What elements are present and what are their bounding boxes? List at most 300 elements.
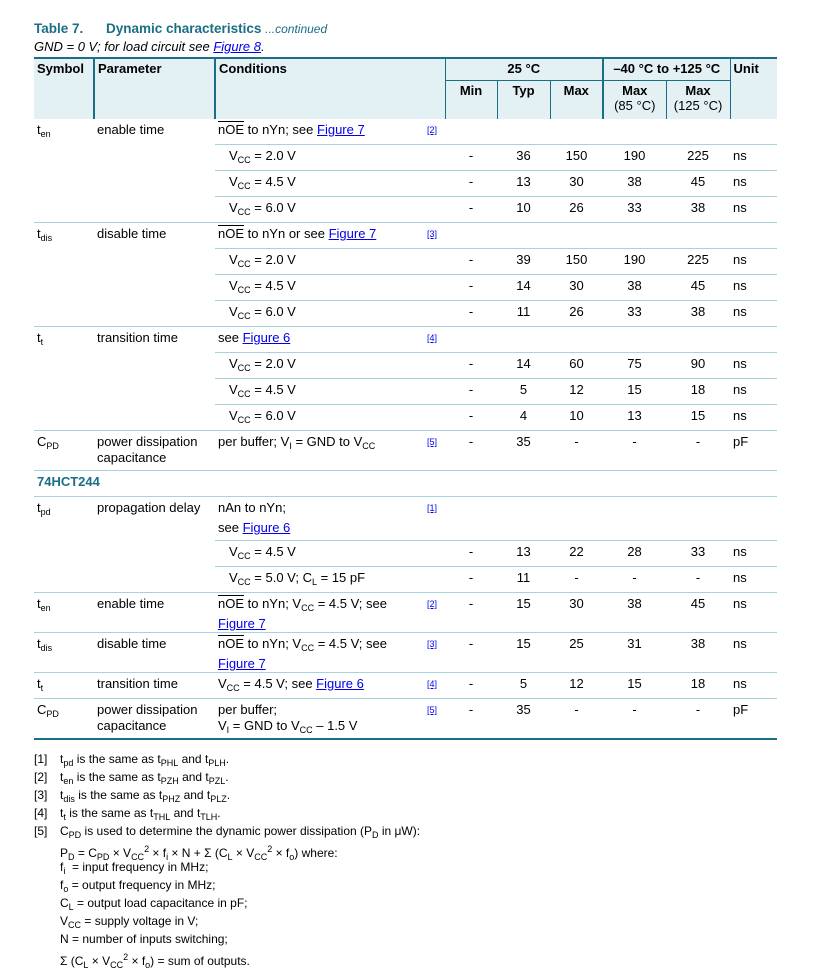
parameter-cell: transition time <box>94 673 215 699</box>
cond-l2a: V <box>218 718 227 733</box>
figure-7-link[interactable]: Figure 7 <box>218 616 266 631</box>
vcc-sub: CC <box>237 285 251 295</box>
figure-6-link[interactable]: Figure 6 <box>242 520 291 535</box>
max-cell: - <box>550 431 603 471</box>
typ-cell: 35 <box>497 431 550 471</box>
header-max: Max <box>550 81 603 119</box>
note-key: [4] <box>34 806 48 820</box>
table-row <box>34 223 777 249</box>
note-text <box>60 768 229 786</box>
continued-label: ...continued <box>265 22 328 36</box>
min-cell: - <box>445 699 497 740</box>
max125-cell: 33 <box>666 541 730 567</box>
symbol: t <box>37 122 41 137</box>
s: PHZ <box>162 794 181 804</box>
cl-value: = 15 pF <box>317 570 366 585</box>
max125-cell: 45 <box>666 171 730 197</box>
max85-cell: 33 <box>603 197 666 223</box>
max85-cell: - <box>603 567 666 593</box>
table-row <box>34 699 777 740</box>
symbol-cell <box>34 673 94 699</box>
cond-text: to nYn; see <box>244 122 318 137</box>
parameter-cell: enable time <box>97 122 165 137</box>
vcc-sub: CC <box>237 311 251 321</box>
table-title-text: Dynamic characteristics <box>106 21 262 36</box>
cond-text-2: = 4.5 V; see <box>314 596 387 611</box>
ref-cell <box>424 405 445 431</box>
vcc-value: = 4.5 V <box>250 174 296 189</box>
cond-l2c: – 1.5 V <box>312 718 358 733</box>
cond-sub: CC <box>226 683 240 693</box>
max85-cell: 75 <box>603 353 666 379</box>
vcc-value: = 4.5 V <box>250 544 296 559</box>
note-text <box>60 750 229 768</box>
vcc-sub: CC <box>237 551 251 561</box>
section-row <box>34 471 777 497</box>
vcc-text: = supply voltage in V; <box>84 914 199 928</box>
table-row <box>34 593 777 633</box>
vcc-label: V <box>229 304 238 319</box>
s: PHL <box>160 758 179 768</box>
max-cell: 60 <box>550 353 603 379</box>
figure-7-link[interactable]: Figure 7 <box>317 122 365 137</box>
ref-cell <box>424 379 445 405</box>
vcc-label: V <box>229 200 238 215</box>
header-max125-temp: (125 °C) <box>673 98 723 114</box>
footnote-1-link[interactable]: [1] <box>427 503 438 513</box>
s: TLH <box>200 812 218 822</box>
typ-cell: 4 <box>497 405 550 431</box>
header-unit: Unit <box>730 58 777 119</box>
typ-cell: 14 <box>497 353 550 379</box>
table-row <box>34 673 777 699</box>
unit-cell: ns <box>730 353 777 379</box>
t: . <box>226 788 231 802</box>
vcc-label: V <box>229 408 238 423</box>
max-cell: 10 <box>550 405 603 431</box>
cond-text: V <box>218 676 227 691</box>
s: PLZ <box>210 794 227 804</box>
max125-cell: - <box>666 699 730 740</box>
min-cell: - <box>445 379 497 405</box>
cond-text-2: = 4.5 V; see <box>239 676 317 691</box>
table-title <box>34 20 777 38</box>
ref-cell <box>424 275 445 301</box>
unit-cell: ns <box>730 249 777 275</box>
figure-7-link[interactable]: Figure 7 <box>218 656 266 671</box>
typ-cell: 5 <box>497 673 550 699</box>
cl-sub: L <box>311 577 317 587</box>
header-max125-label: Max <box>685 83 711 99</box>
header-parameter: Parameter <box>94 58 215 119</box>
conditions-cell <box>215 633 424 673</box>
vcc-value: = 6.0 V <box>250 408 296 423</box>
unit-cell: ns <box>730 197 777 223</box>
max85-cell: 15 <box>603 673 666 699</box>
unit-cell: ns <box>730 593 777 633</box>
cond-text: nAn to nYn; <box>218 500 286 515</box>
cond-l2b: = GND to V <box>229 718 300 733</box>
table-row <box>34 633 777 673</box>
note-5 <box>34 822 777 840</box>
note-text <box>60 786 230 804</box>
max85-cell: - <box>603 431 666 471</box>
figure-8-link[interactable]: Figure 8 <box>213 39 262 54</box>
unit-cell: ns <box>730 567 777 593</box>
subtitle-text: GND = 0 V; for load circuit see <box>34 39 214 54</box>
max85-cell: 13 <box>603 405 666 431</box>
min-cell: - <box>445 249 497 275</box>
conditions-cell <box>215 249 424 275</box>
ref-cell <box>424 633 445 673</box>
unit-cell: ns <box>730 405 777 431</box>
max85-cell: 38 <box>603 171 666 197</box>
s: t <box>63 812 66 822</box>
parameter-cell: power dissipation capacitance <box>94 699 215 740</box>
empty-cell <box>445 497 777 541</box>
header-conditions: Conditions <box>215 58 445 119</box>
header-25c: 25 °C <box>445 58 603 81</box>
symbol-cell <box>34 633 94 673</box>
note-text <box>60 822 420 840</box>
max125-cell: 225 <box>666 249 730 275</box>
max85-cell: 15 <box>603 379 666 405</box>
table-notes <box>34 750 777 970</box>
table-subtitle <box>34 38 777 55</box>
conditions-cell <box>215 567 424 593</box>
ref-cell <box>424 119 445 145</box>
footnote-4-link[interactable]: [4] <box>427 333 438 343</box>
max85-cell: 38 <box>603 593 666 633</box>
cond-sub: I <box>289 441 292 451</box>
cond-sub: CC <box>301 643 315 653</box>
ref-cell <box>424 541 445 567</box>
cond-text: to nYn; V <box>244 636 302 651</box>
symbol: t <box>37 676 41 691</box>
figure-7-link[interactable]: Figure 7 <box>328 226 377 241</box>
note-5-fo: $f_o$ = output frequency in MHz; <box>60 878 216 894</box>
conditions-cell <box>215 699 424 740</box>
table-row <box>34 431 777 471</box>
vcc-value: = 2.0 V <box>250 356 296 371</box>
t: and t <box>178 752 209 766</box>
t: t <box>60 752 64 766</box>
empty-cell <box>445 119 777 145</box>
unit-cell: ns <box>730 301 777 327</box>
conditions-cell <box>215 673 424 699</box>
symbol-cell <box>34 431 94 471</box>
unit-cell: ns <box>730 145 777 171</box>
t: is the same as t <box>73 770 161 784</box>
note-key: [2] <box>34 770 48 784</box>
parameter-cell: transition time <box>94 327 215 431</box>
max-cell: 22 <box>550 541 603 567</box>
vcc-label: V <box>229 544 238 559</box>
parameter-cell: disable time <box>94 633 215 673</box>
symbol-sub: en <box>40 129 51 139</box>
typ-cell: 35 <box>497 699 550 740</box>
cond-sub-2: CC <box>362 441 376 451</box>
t: and t <box>180 788 211 802</box>
max85-cell: 31 <box>603 633 666 673</box>
ref-cell <box>424 327 445 353</box>
note-5-formula: $P_D = C_{PD} \times V_{CC}^2 \times f_i \times N + \Sigma$ $(C_L \times V_{CC}^2 \times f_o)$ where: <box>60 844 338 862</box>
header-max85-label: Max <box>622 83 648 99</box>
cond-text-2: = GND to V <box>291 434 363 449</box>
max125-cell: 45 <box>666 275 730 301</box>
min-cell: - <box>445 405 497 431</box>
cond-text-2: = 4.5 V; see <box>314 636 387 651</box>
max-cell: - <box>550 567 603 593</box>
symbol-sub: t <box>40 683 44 693</box>
s: PZH <box>160 776 179 786</box>
header-typ: Typ <box>497 81 550 119</box>
symbol: t <box>37 330 41 345</box>
symbol-sub: PD <box>46 441 59 451</box>
min-cell: - <box>445 275 497 301</box>
unit-cell: ns <box>730 379 777 405</box>
ref-cell <box>424 249 445 275</box>
s: PD <box>68 830 82 840</box>
header-temp-range: –40 °C to +125 °C <box>603 58 730 81</box>
note-text <box>60 804 221 822</box>
note-5-cl: $C_L$ = output load capacitance in pF; <box>60 896 248 912</box>
note-5-n: N = number of inputs switching; <box>60 932 228 946</box>
vcc-label: V <box>229 252 238 267</box>
cl-text: = output load capacitance in pF; <box>77 896 248 910</box>
cond-sub: CC <box>301 603 315 613</box>
ref-cell <box>424 145 445 171</box>
typ-cell: 13 <box>497 541 550 567</box>
t: is the same as t <box>74 788 163 802</box>
unit-cell: ns <box>730 633 777 673</box>
typ-cell: 36 <box>497 145 550 171</box>
conditions-cell <box>215 275 424 301</box>
vcc-sub: CC <box>237 259 251 269</box>
note-5-fi: $f_i$ = input frequency in MHz; <box>60 860 209 876</box>
footnote-4-link[interactable]: [4] <box>427 679 438 689</box>
unit-cell: ns <box>730 673 777 699</box>
min-cell: - <box>445 567 497 593</box>
max85-cell: 38 <box>603 275 666 301</box>
vcc-value: = 4.5 V <box>250 278 296 293</box>
unit-cell: pF <box>730 431 777 471</box>
typ-cell: 14 <box>497 275 550 301</box>
s: en <box>63 776 74 786</box>
vcc-label: V <box>229 570 238 585</box>
symbol: t <box>37 596 41 611</box>
unit-cell: ns <box>730 275 777 301</box>
symbol-sub: dis <box>40 643 53 653</box>
vcc-sub: CC <box>237 415 251 425</box>
conditions-cell <box>215 171 424 197</box>
header-max-85 <box>603 81 666 119</box>
max-cell: 12 <box>550 379 603 405</box>
parameter-cell: disable time <box>94 223 215 327</box>
conditions-cell <box>215 197 424 223</box>
symbol-sub: pd <box>40 507 51 517</box>
ref-cell <box>424 673 445 699</box>
section-header-74hct244: 74HCT244 <box>34 471 777 497</box>
footnote-3-link[interactable]: [3] <box>427 229 438 239</box>
vcc-label: V <box>229 382 238 397</box>
vcc-value: = 6.0 V <box>250 200 296 215</box>
symbol-cell <box>34 119 94 223</box>
conditions-cell <box>215 301 424 327</box>
typ-cell: 15 <box>497 593 550 633</box>
note-3 <box>34 786 777 804</box>
header-symbol: Symbol <box>34 58 94 119</box>
min-cell: - <box>445 673 497 699</box>
typ-cell: 15 <box>497 633 550 673</box>
cond-overline: $\overline{nOE}$ <box>218 636 245 651</box>
min-cell: - <box>445 197 497 223</box>
min-cell: - <box>445 541 497 567</box>
t: C <box>60 824 69 838</box>
note-key: [1] <box>34 752 48 766</box>
t: is used to determine the dynamic power dissipation (P <box>81 824 372 838</box>
footnote-5-link[interactable]: [5] <box>427 437 438 447</box>
min-cell: - <box>445 301 497 327</box>
min-cell: - <box>445 145 497 171</box>
note-2 <box>34 768 777 786</box>
ref-cell <box>424 353 445 379</box>
typ-cell: 11 <box>497 301 550 327</box>
vcc-sub: CC <box>237 155 251 165</box>
typ-cell: 10 <box>497 197 550 223</box>
vcc-label: V <box>229 278 238 293</box>
t: and t <box>178 770 209 784</box>
unit-cell: ns <box>730 541 777 567</box>
max-cell: 25 <box>550 633 603 673</box>
t: t <box>60 806 64 820</box>
ref-cell <box>424 301 445 327</box>
max125-cell: - <box>666 567 730 593</box>
ref-cell <box>424 197 445 223</box>
conditions-cell <box>215 593 424 633</box>
conditions-cell <box>215 405 424 431</box>
min-cell: - <box>445 633 497 673</box>
max85-cell: 190 <box>603 145 666 171</box>
table-row <box>34 119 777 145</box>
header-min: Min <box>445 81 497 119</box>
footnote-5-link[interactable]: [5] <box>427 705 438 715</box>
ref-cell <box>424 567 445 593</box>
vcc-sub: CC <box>237 207 251 217</box>
vcc-value: = 2.0 V <box>250 148 296 163</box>
max125-cell: 45 <box>666 593 730 633</box>
max85-cell: - <box>603 699 666 740</box>
conditions-cell <box>215 541 424 567</box>
ref-cell <box>424 699 445 740</box>
conditions-cell <box>215 145 424 171</box>
symbol-cell <box>34 223 94 327</box>
symbol-cell <box>34 593 94 633</box>
figure-6-link[interactable]: Figure 6 <box>242 330 291 345</box>
cond-l2sub: I <box>226 725 230 735</box>
symbol-sub: PD <box>46 709 59 719</box>
t: . <box>225 770 229 784</box>
table-number: Table 7. <box>34 21 84 36</box>
fo-text: = output frequency in MHz; <box>71 878 216 892</box>
cond-line-2: see <box>218 520 243 535</box>
cond-overline: $\overline{nOE}$ <box>218 122 245 137</box>
cond-text: to nYn or see <box>244 226 329 241</box>
max85-cell: 190 <box>603 249 666 275</box>
max125-cell: 18 <box>666 379 730 405</box>
footnote-3-link[interactable]: [3] <box>427 639 438 649</box>
max-cell: 26 <box>550 197 603 223</box>
max125-cell: 18 <box>666 673 730 699</box>
empty-cell <box>445 223 777 249</box>
max125-cell: 225 <box>666 145 730 171</box>
s: pd <box>63 758 74 768</box>
datasheet-table-page <box>34 20 777 970</box>
ref-cell <box>424 171 445 197</box>
note-5-sum: Σ $(C_L \times V_{CC}^2 \times f_o)$ = sum of outputs. <box>60 952 250 970</box>
table-row <box>34 327 777 353</box>
min-cell: - <box>445 431 497 471</box>
typ-cell: 5 <box>497 379 550 405</box>
cond-text: see <box>218 330 243 345</box>
max85-cell: 33 <box>603 301 666 327</box>
t: t <box>60 770 64 784</box>
vcc-sub: CC <box>237 363 251 373</box>
s: PZL <box>208 776 226 786</box>
t: and t <box>170 806 201 820</box>
symbol-sub: t <box>40 337 44 347</box>
header-max-125 <box>666 81 730 119</box>
symbol-cell <box>34 497 94 593</box>
max-cell: 30 <box>550 593 603 633</box>
note-key: [3] <box>34 788 48 802</box>
footnote-2-link[interactable]: [2] <box>427 125 438 135</box>
vcc-label: V <box>229 174 238 189</box>
table-row <box>34 497 777 541</box>
s: D <box>372 830 379 840</box>
cond-overline: $\overline{nOE}$ <box>218 226 245 241</box>
ref-cell <box>424 497 445 541</box>
max-cell: 26 <box>550 301 603 327</box>
unit-cell: ns <box>730 171 777 197</box>
figure-6-link[interactable]: Figure 6 <box>316 676 364 691</box>
symbol: t <box>37 636 41 651</box>
max125-cell: 38 <box>666 197 730 223</box>
symbol-sub: dis <box>40 233 53 243</box>
note-key: [5] <box>34 824 48 838</box>
empty-cell <box>445 327 777 353</box>
max85-cell: 28 <box>603 541 666 567</box>
t: . <box>225 752 230 766</box>
conditions-cell <box>215 327 424 353</box>
max125-cell: 38 <box>666 301 730 327</box>
footnote-2-link[interactable]: [2] <box>427 599 438 609</box>
parameter-cell: propagation delay <box>94 497 215 593</box>
ref-cell <box>424 223 445 249</box>
symbol: C <box>37 702 47 717</box>
conditions-cell <box>215 353 424 379</box>
symbol-cell <box>34 699 94 740</box>
symbol: C <box>37 434 47 449</box>
cond-text: to nYn; V <box>244 596 302 611</box>
typ-cell: 39 <box>497 249 550 275</box>
dynamic-characteristics-table <box>34 57 777 740</box>
unit-cell: pF <box>730 699 777 740</box>
s: THL <box>153 812 171 822</box>
vcc-label: V <box>229 356 238 371</box>
vcc-value: = 6.0 V <box>250 304 296 319</box>
conditions-cell <box>215 497 424 541</box>
